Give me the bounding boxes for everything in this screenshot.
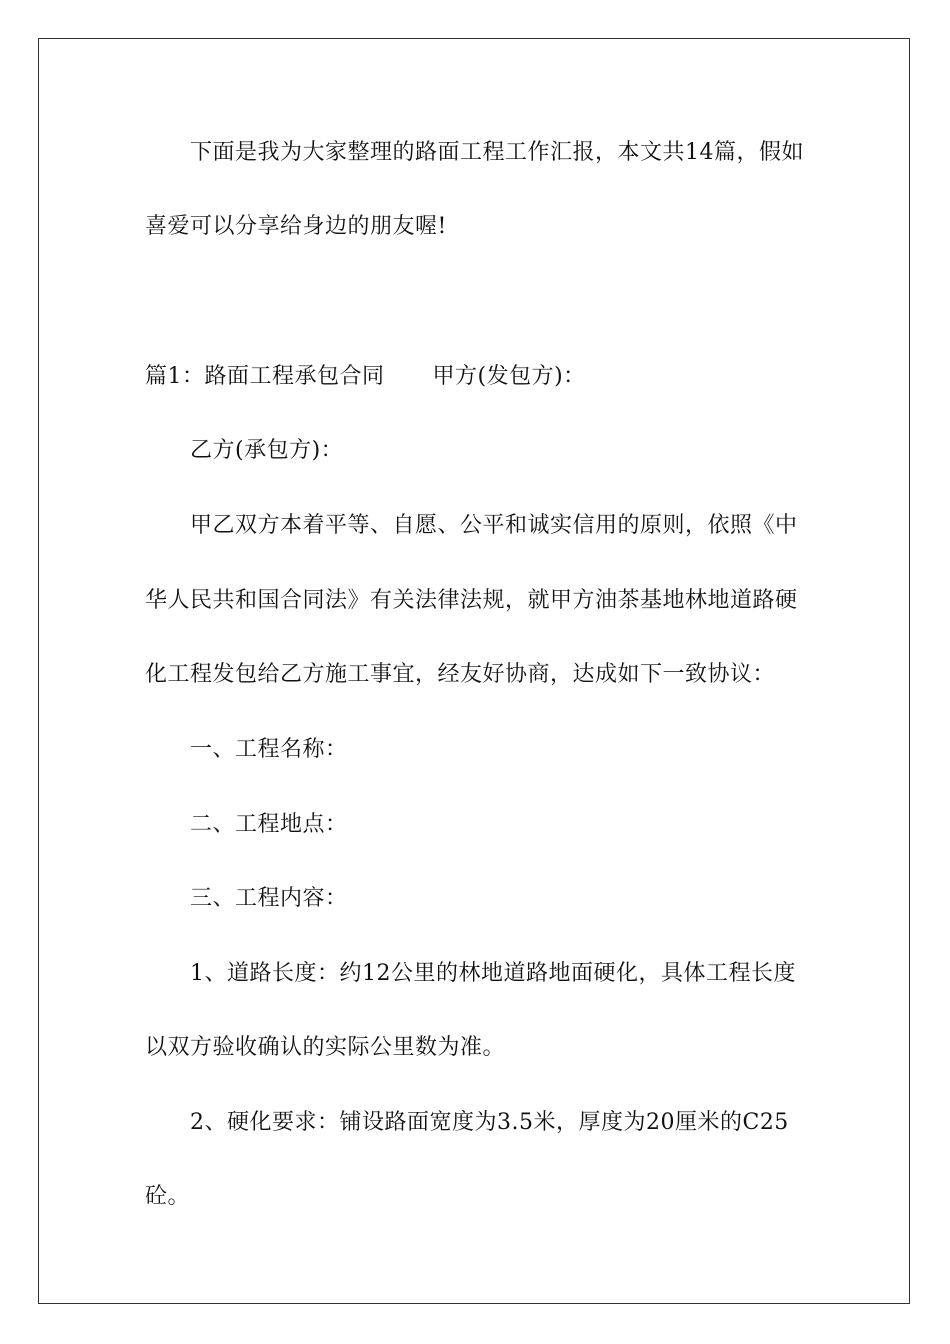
sub-hardening-line-1: 2、硬化要求：铺设路面宽度为3.5米，厚度为20厘米的C25 — [190, 1110, 789, 1135]
sub-road-length-line-1: 1、道路长度：约12公里的林地道路地面硬化，具体工程长度 — [190, 961, 796, 986]
party-b-label: 乙方(承包方)： — [190, 438, 344, 463]
party-a-label: 甲方(发包方)： — [432, 364, 586, 389]
item-project-location: 二、工程地点： — [190, 812, 348, 837]
preamble-line-2: 华人民共和国合同法》有关法律法规，就甲方油茶基地林地道路硬 — [145, 588, 798, 613]
sub-road-length-line-2: 以双方验收确认的实际公里数为准。 — [145, 1035, 506, 1060]
intro-line-1: 下面是我为大家整理的路面工程工作汇报，本文共14篇，假如 — [190, 140, 804, 165]
preamble-line-3: 化工程发包给乙方施工事宜，经友好协商，达成如下一致协议： — [145, 662, 776, 687]
sub-hardening-line-2: 砼。 — [145, 1184, 191, 1209]
section-title: 篇1：路面工程承包合同 — [145, 364, 385, 389]
preamble-line-1: 甲乙双方本着平等、自愿、公平和诚实信用的原则，依照《中 — [190, 513, 798, 538]
item-project-name: 一、工程名称： — [190, 737, 348, 762]
intro-line-2: 喜爱可以分享给身边的朋友喔! — [145, 214, 447, 239]
item-project-content: 三、工程内容： — [190, 886, 348, 911]
section-heading-line — [145, 362, 586, 392]
